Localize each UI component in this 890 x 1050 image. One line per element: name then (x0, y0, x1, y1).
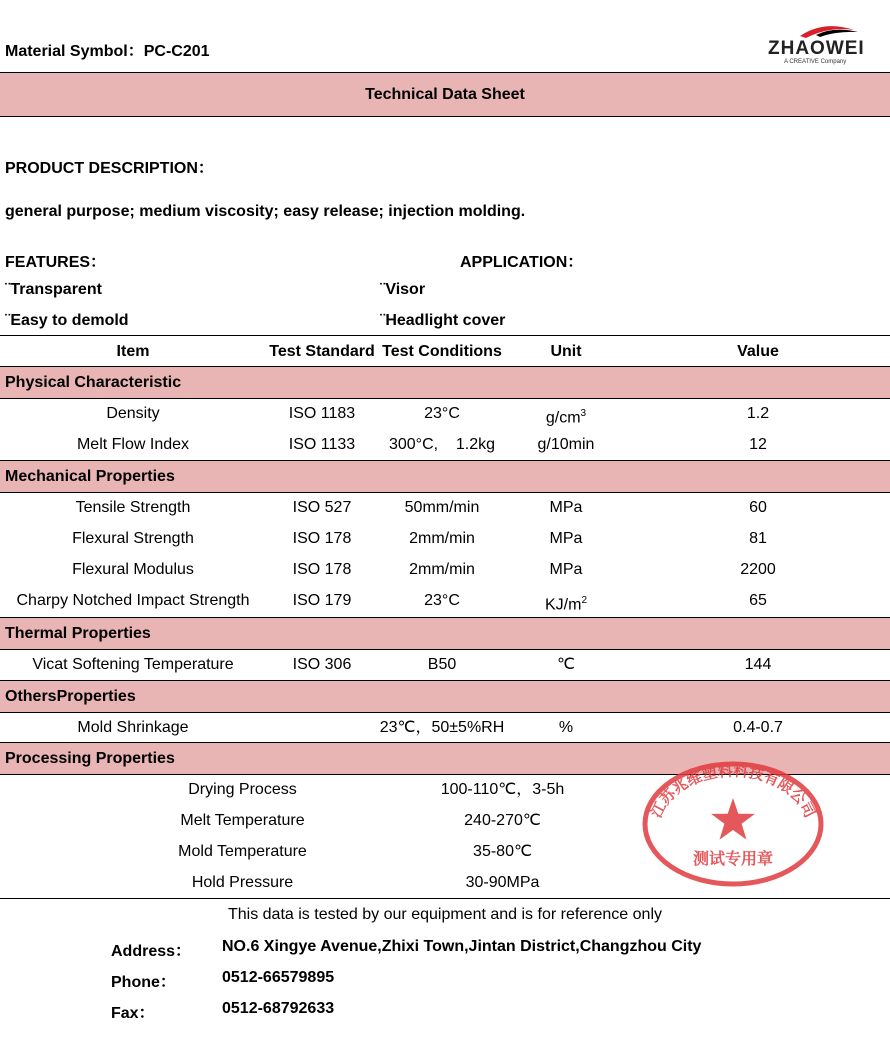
application-item: ¨Visor (380, 281, 426, 298)
processing-item: Hold Pressure (191, 874, 294, 891)
header-test-conditions: Test Conditions (382, 343, 502, 360)
feature-item: ¨Transparent (5, 281, 102, 298)
row-value: 144 (744, 656, 772, 673)
material-symbol-value: PC-C201 (143, 43, 210, 60)
page-title: Technical Data Sheet (365, 86, 525, 103)
row-item: Mold Shrinkage (77, 719, 189, 736)
stamp-star-icon (711, 798, 755, 840)
material-symbol (5, 38, 210, 61)
row-item: Vicat Softening Temperature (32, 656, 234, 673)
stamp-company-text: 江苏兆维塑料科技有限公司 (647, 761, 819, 821)
row-item: Density (106, 405, 160, 422)
row-item: Flexural Modulus (72, 561, 194, 578)
row-item: Charpy Notched Impact Strength (16, 592, 250, 609)
feature-item: ¨Easy to demold (5, 312, 129, 329)
product-description-heading: PRODUCT DESCRIPTION： (5, 160, 214, 177)
row-conditions: 300°C, 1.2kg (388, 436, 495, 453)
row-value: 81 (749, 530, 767, 547)
header-value: Value (737, 343, 779, 360)
row-standard: ISO 306 (292, 656, 352, 673)
row-standard: ISO 1183 (288, 405, 356, 422)
logo-brand: ZHAOWEI (768, 38, 865, 59)
row-value: 0.4-0.7 (733, 719, 783, 736)
row-standard: ISO 179 (292, 592, 352, 609)
row-conditions: 2mm/min (409, 530, 475, 547)
row-conditions: 23°C (424, 592, 460, 609)
section-title-others: OthersProperties (5, 688, 136, 705)
row-item: Tensile Strength (75, 499, 191, 516)
row-unit: % (558, 719, 574, 736)
logo-tagline: A CREATIVE Company (784, 59, 847, 65)
row-unit (506, 585, 626, 620)
processing-value: 240-270℃ (464, 812, 541, 829)
processing-value: 30-90MPa (465, 874, 540, 891)
row-standard: ISO 178 (292, 530, 352, 547)
row-standard: ISO 527 (292, 499, 352, 516)
processing-item: Drying Process (188, 781, 297, 798)
row-value: 60 (749, 499, 767, 516)
header-item: Item (116, 343, 150, 360)
section-title-thermal: Thermal Properties (5, 625, 151, 642)
header-test-standard: Test Standard (269, 343, 375, 360)
row-value: 12 (749, 436, 767, 453)
unit-superscript: 3 (580, 408, 587, 419)
unit-text: g/cm (545, 409, 581, 427)
fax-label: Fax： (111, 1005, 155, 1022)
row-unit: MPa (549, 530, 583, 547)
application-heading: APPLICATION： (460, 254, 584, 271)
address-value: NO.6 Xingye Avenue,Zhixi Town,Jintan District,Changzhou City (222, 938, 702, 955)
row-conditions: 23℃，50±5%RH (379, 719, 505, 736)
row-value: 2200 (740, 561, 776, 578)
row-item: Melt Flow Index (76, 436, 190, 453)
unit-text: KJ/m (544, 596, 582, 614)
section-title-physical: Physical Characteristic (5, 374, 182, 391)
row-conditions: 2mm/min (409, 561, 475, 578)
material-symbol-label: Material Symbol： (5, 43, 144, 60)
processing-value: 35-80℃ (473, 843, 532, 860)
row-unit: MPa (549, 561, 583, 578)
processing-item: Melt Temperature (180, 812, 305, 829)
stamp-purpose-text: 测试专用章 (692, 849, 774, 868)
row-item: Flexural Strength (72, 530, 194, 547)
section-title-processing: Processing Properties (5, 750, 175, 767)
row-value: 65 (749, 592, 767, 609)
row-conditions: B50 (427, 656, 457, 673)
unit-superscript: 2 (581, 595, 587, 606)
phone-label: Phone： (111, 974, 176, 991)
address-label: Address： (111, 943, 192, 960)
application-item: ¨Headlight cover (380, 312, 506, 329)
company-stamp-seal (638, 758, 828, 888)
row-conditions: 23°C (424, 405, 460, 422)
processing-item: Mold Temperature (178, 843, 307, 860)
product-description-text: general purpose; medium viscosity; easy release; injection molding. (5, 203, 526, 220)
row-unit: g/10min (537, 436, 595, 453)
rule (0, 898, 890, 899)
row-standard: ISO 178 (292, 561, 352, 578)
fax-value: 0512-68792633 (222, 1000, 335, 1017)
disclaimer: This data is tested by our equipment and is for reference only (227, 906, 662, 923)
zhaowei-logo (762, 22, 882, 70)
processing-value: 100-110℃，3-5h (440, 781, 565, 798)
header-unit: Unit (550, 343, 582, 360)
row-conditions: 50mm/min (404, 499, 480, 516)
row-unit: ℃ (557, 656, 575, 673)
phone-value: 0512-66579895 (222, 969, 335, 986)
row-value: 1.2 (746, 405, 770, 422)
rule (0, 116, 890, 117)
row-standard: ISO 1133 (288, 436, 356, 453)
section-title-mechanical: Mechanical Properties (5, 468, 175, 485)
features-heading: FEATURES： (5, 254, 107, 271)
row-unit: MPa (549, 499, 583, 516)
